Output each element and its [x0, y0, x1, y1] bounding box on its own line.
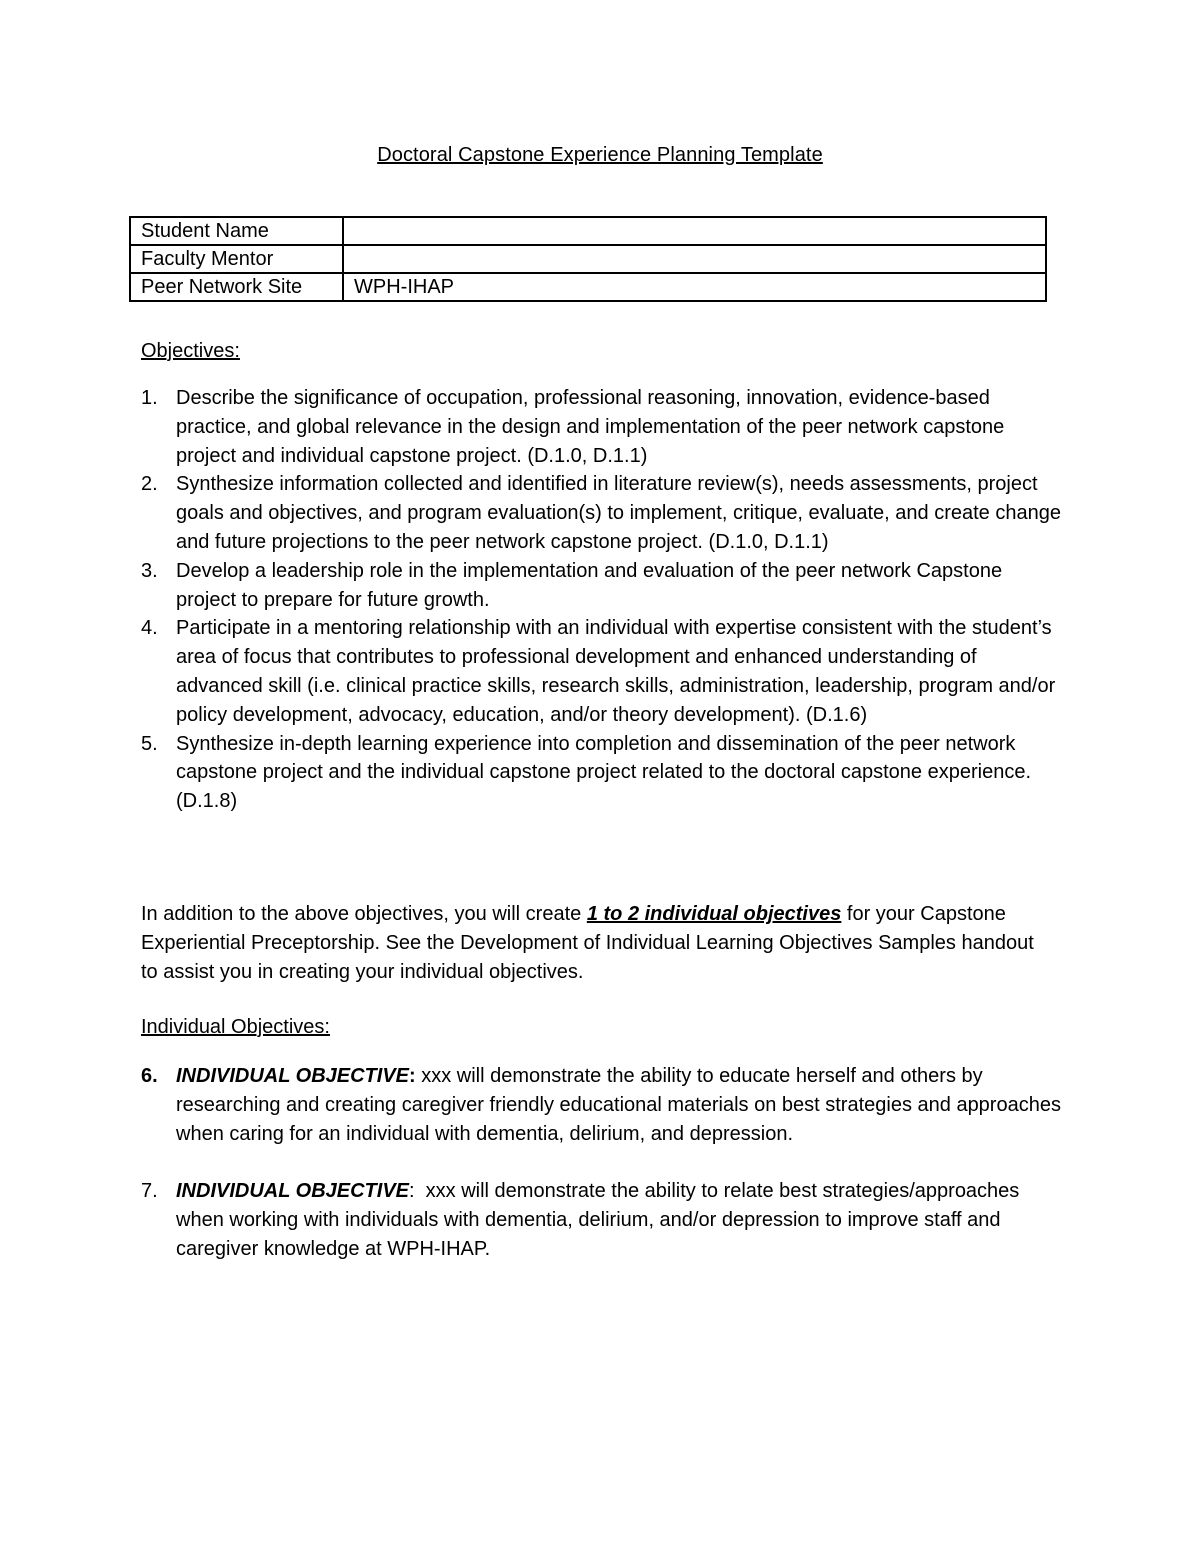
individual-objective-label: INDIVIDUAL OBJECTIVE: [176, 1065, 409, 1087]
objective-number: 6.: [141, 1065, 158, 1087]
intro-text-before: In addition to the above objectives, you will create: [141, 903, 587, 925]
list-item: [141, 1177, 1061, 1263]
objective-number: 2.: [141, 473, 158, 496]
peer-network-site-label: Peer Network Site: [130, 273, 343, 301]
intro-text-after: for your Capstone Experiential Preceptorship. See the Development of Individual Learning Objectives Samples handout to assist you in creating your individual objectives.: [141, 903, 1034, 983]
objective-text: Participate in a mentoring relationship with an individual with expertise consistent with the student’s area of focus that contributes to professional development and enhanced understanding of advanced skill (i.e. clinical practice skills, research skills, administration, leadership, program and/or policy development, advocacy, education, and/or theory development). (D.1.6): [176, 617, 1056, 726]
objective-number: 7.: [141, 1180, 158, 1202]
list-item: [141, 557, 1061, 615]
table-row: [130, 217, 1046, 245]
document-title: Doctoral Capstone Experience Planning Template: [377, 144, 823, 166]
objective-text: Describe the significance of occupation, professional reasoning, innovation, evidence-based practice, and global relevance in the design and implementation of the peer network capstone project and individual capstone project. (D.1.0, D.1.1): [176, 387, 1005, 467]
individual-objectives-heading: Individual Objectives:: [141, 1016, 330, 1038]
list-item: [141, 614, 1061, 729]
faculty-mentor-value[interactable]: [343, 245, 1046, 273]
list-item: [141, 730, 1061, 816]
objective-text: Synthesize in-depth learning experience into completion and dissemination of the peer network capstone project and the individual capstone project related to the doctoral capstone experience. (D.1.8): [176, 732, 1031, 813]
intro-paragraph: [141, 900, 1041, 986]
intro-emphasis: 1 to 2 individual objectives: [586, 903, 842, 925]
list-item: [141, 470, 1061, 556]
objectives-heading: Objectives:: [141, 340, 240, 362]
objective-number: 3.: [141, 559, 158, 582]
label-separator: :: [409, 1180, 426, 1202]
student-name-value[interactable]: [343, 217, 1046, 245]
table-row: [130, 273, 1046, 301]
peer-network-site-value[interactable]: WPH-IHAP: [343, 273, 1046, 301]
objective-number: 5.: [141, 732, 158, 755]
student-info-table: [129, 216, 1047, 302]
student-name-label: Student Name: [130, 217, 343, 245]
faculty-mentor-label: Faculty Mentor: [130, 245, 343, 273]
objective-number: 4.: [141, 617, 158, 640]
individual-objective-text: xxx will demonstrate the ability to relate best strategies/approaches when working with individuals with dementia, delirium, and/or depression to improve staff and caregiver knowledge at WPH-IHAP.: [176, 1180, 1020, 1260]
table-row: [130, 245, 1046, 273]
list-item: [141, 384, 1061, 470]
objective-number: 1.: [141, 387, 158, 409]
list-item: [141, 1062, 1061, 1148]
label-separator: :: [409, 1065, 422, 1087]
objective-text: Develop a leadership role in the implementation and evaluation of the peer network Capstone project to prepare for future growth.: [176, 559, 1003, 611]
individual-objective-text: xxx will demonstrate the ability to educate herself and others by researching and creating caregiver friendly educational materials on best strategies and approaches when caring for an individual with dementia, delirium, and depression.: [176, 1065, 1061, 1145]
objective-text: Synthesize information collected and identified in literature review(s), needs assessments, project goals and objectives, and program evaluation(s) to implement, critique, evaluate, and create change and future projections to the peer network capstone project. (D.1.0, D.1.1): [176, 473, 1061, 553]
individual-objective-label: INDIVIDUAL OBJECTIVE: [176, 1180, 409, 1202]
objectives-list: [141, 384, 1061, 816]
